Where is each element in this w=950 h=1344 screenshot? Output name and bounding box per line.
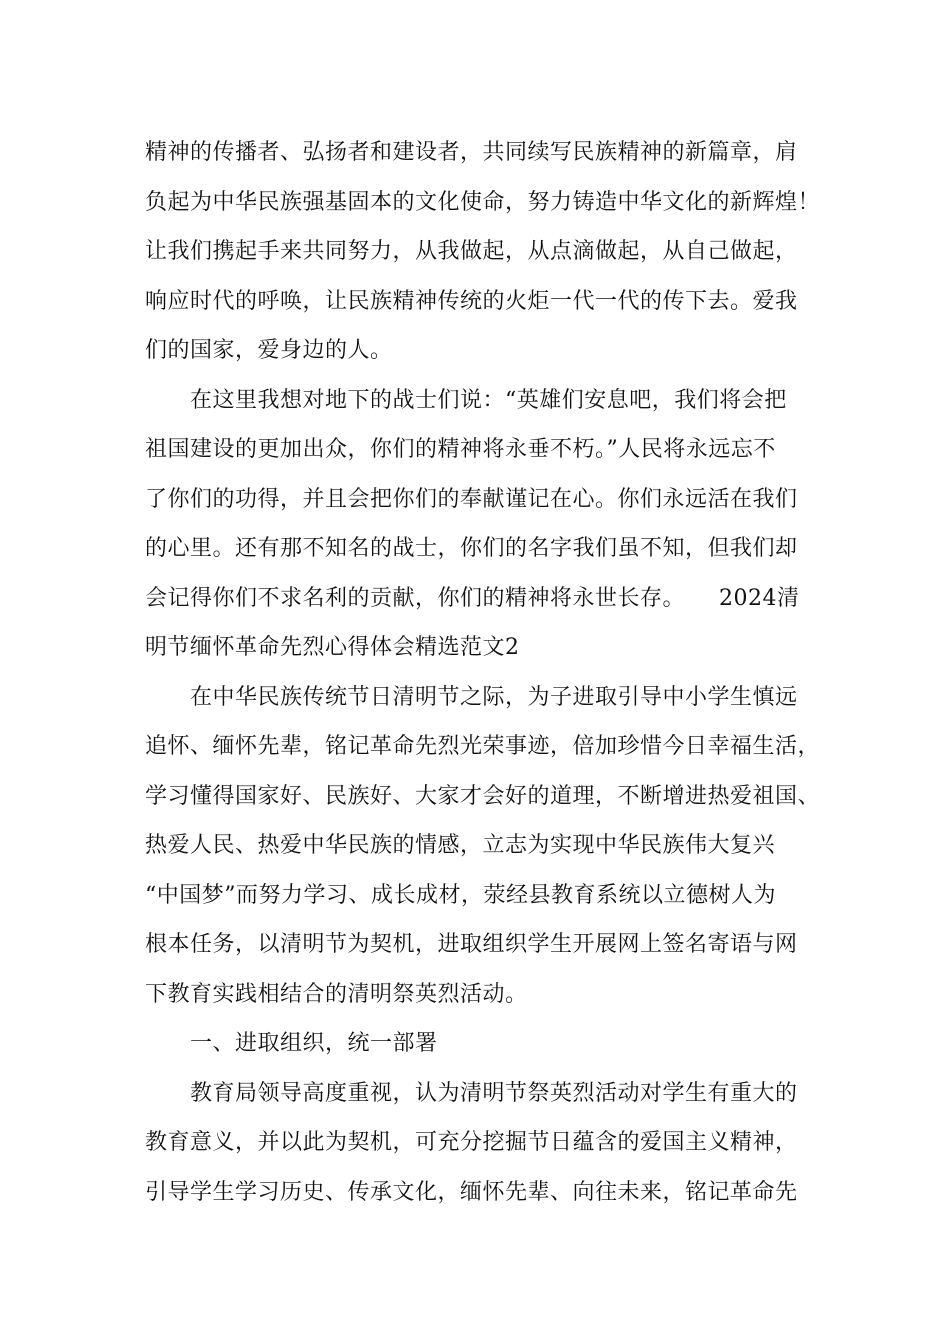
- text-line: 引导学生学习历史、传承文化，缅怀先辈、向往未来，铭记革命先: [145, 1180, 798, 1205]
- text-line: 祖国建设的更加出众，你们的精神将永垂不朽。”人民将永远忘不: [145, 437, 776, 462]
- text-line: 在这里我想对地下的战士们说：“英雄们安息吧，我们将会把: [190, 388, 787, 413]
- text-line: 明节缅怀革命先烈心得体会精选范文2: [145, 635, 520, 660]
- text-line: 了你们的功得，并且会把你们的奉献谨记在心。你们永远活在我们: [145, 487, 798, 512]
- text-line: 响应时代的呼唤，让民族精神传统的火炬一代一代的传下去。爱我: [145, 289, 798, 314]
- text-line: 下教育实践相结合的清明祭英烈活动。: [145, 982, 528, 1007]
- text-line: 会记得你们不求名利的贡献，你们的精神将永世长存。 2024清: [145, 586, 800, 611]
- text-line: 根本任务，以清明节为契机，进取组织学生开展网上签名寄语与网: [145, 932, 798, 957]
- text-line: 在中华民族传统节日清明节之际，为子进取引导中小学生慎远: [190, 685, 798, 710]
- text-line: 教育局领导高度重视，认为清明节祭英烈活动对学生有重大的: [190, 1081, 798, 1106]
- text-line: 热爱人民、热爱中华民族的情感，立志为实现中华民族伟大复兴: [145, 833, 776, 858]
- text-line: 学习懂得国家好、民族好、大家才会好的道理，不断增进热爱祖国、: [145, 784, 821, 809]
- text-line: 追怀、缅怀先辈，铭记革命先烈光荣事迹，倍加珍惜今日幸福生活，: [145, 734, 821, 759]
- text-line: 让我们携起手来共同努力，从我做起，从点滴做起，从自己做起，: [145, 239, 798, 264]
- text-line: “中国梦”而努力学习、成长成材，荥经县教育系统以立德树人为: [145, 883, 776, 908]
- text-line: 教育意义，并以此为契机，可充分挖掘节日蕴含的爱国主义精神，: [145, 1130, 798, 1155]
- text-line: 的心里。还有那不知名的战士，你们的名字我们虽不知，但我们却: [145, 536, 798, 561]
- text-line: 负起为中华民族强基固本的文化使命，努力铸造中华文化的新辉煌！: [145, 190, 821, 215]
- section-heading: 一、进取组织，统一部署: [190, 1031, 438, 1056]
- text-line: 们的国家，爱身边的人。: [145, 338, 393, 363]
- text-line: 精神的传播者、弘扬者和建设者，共同续写民族精神的新篇章，肩: [145, 140, 798, 165]
